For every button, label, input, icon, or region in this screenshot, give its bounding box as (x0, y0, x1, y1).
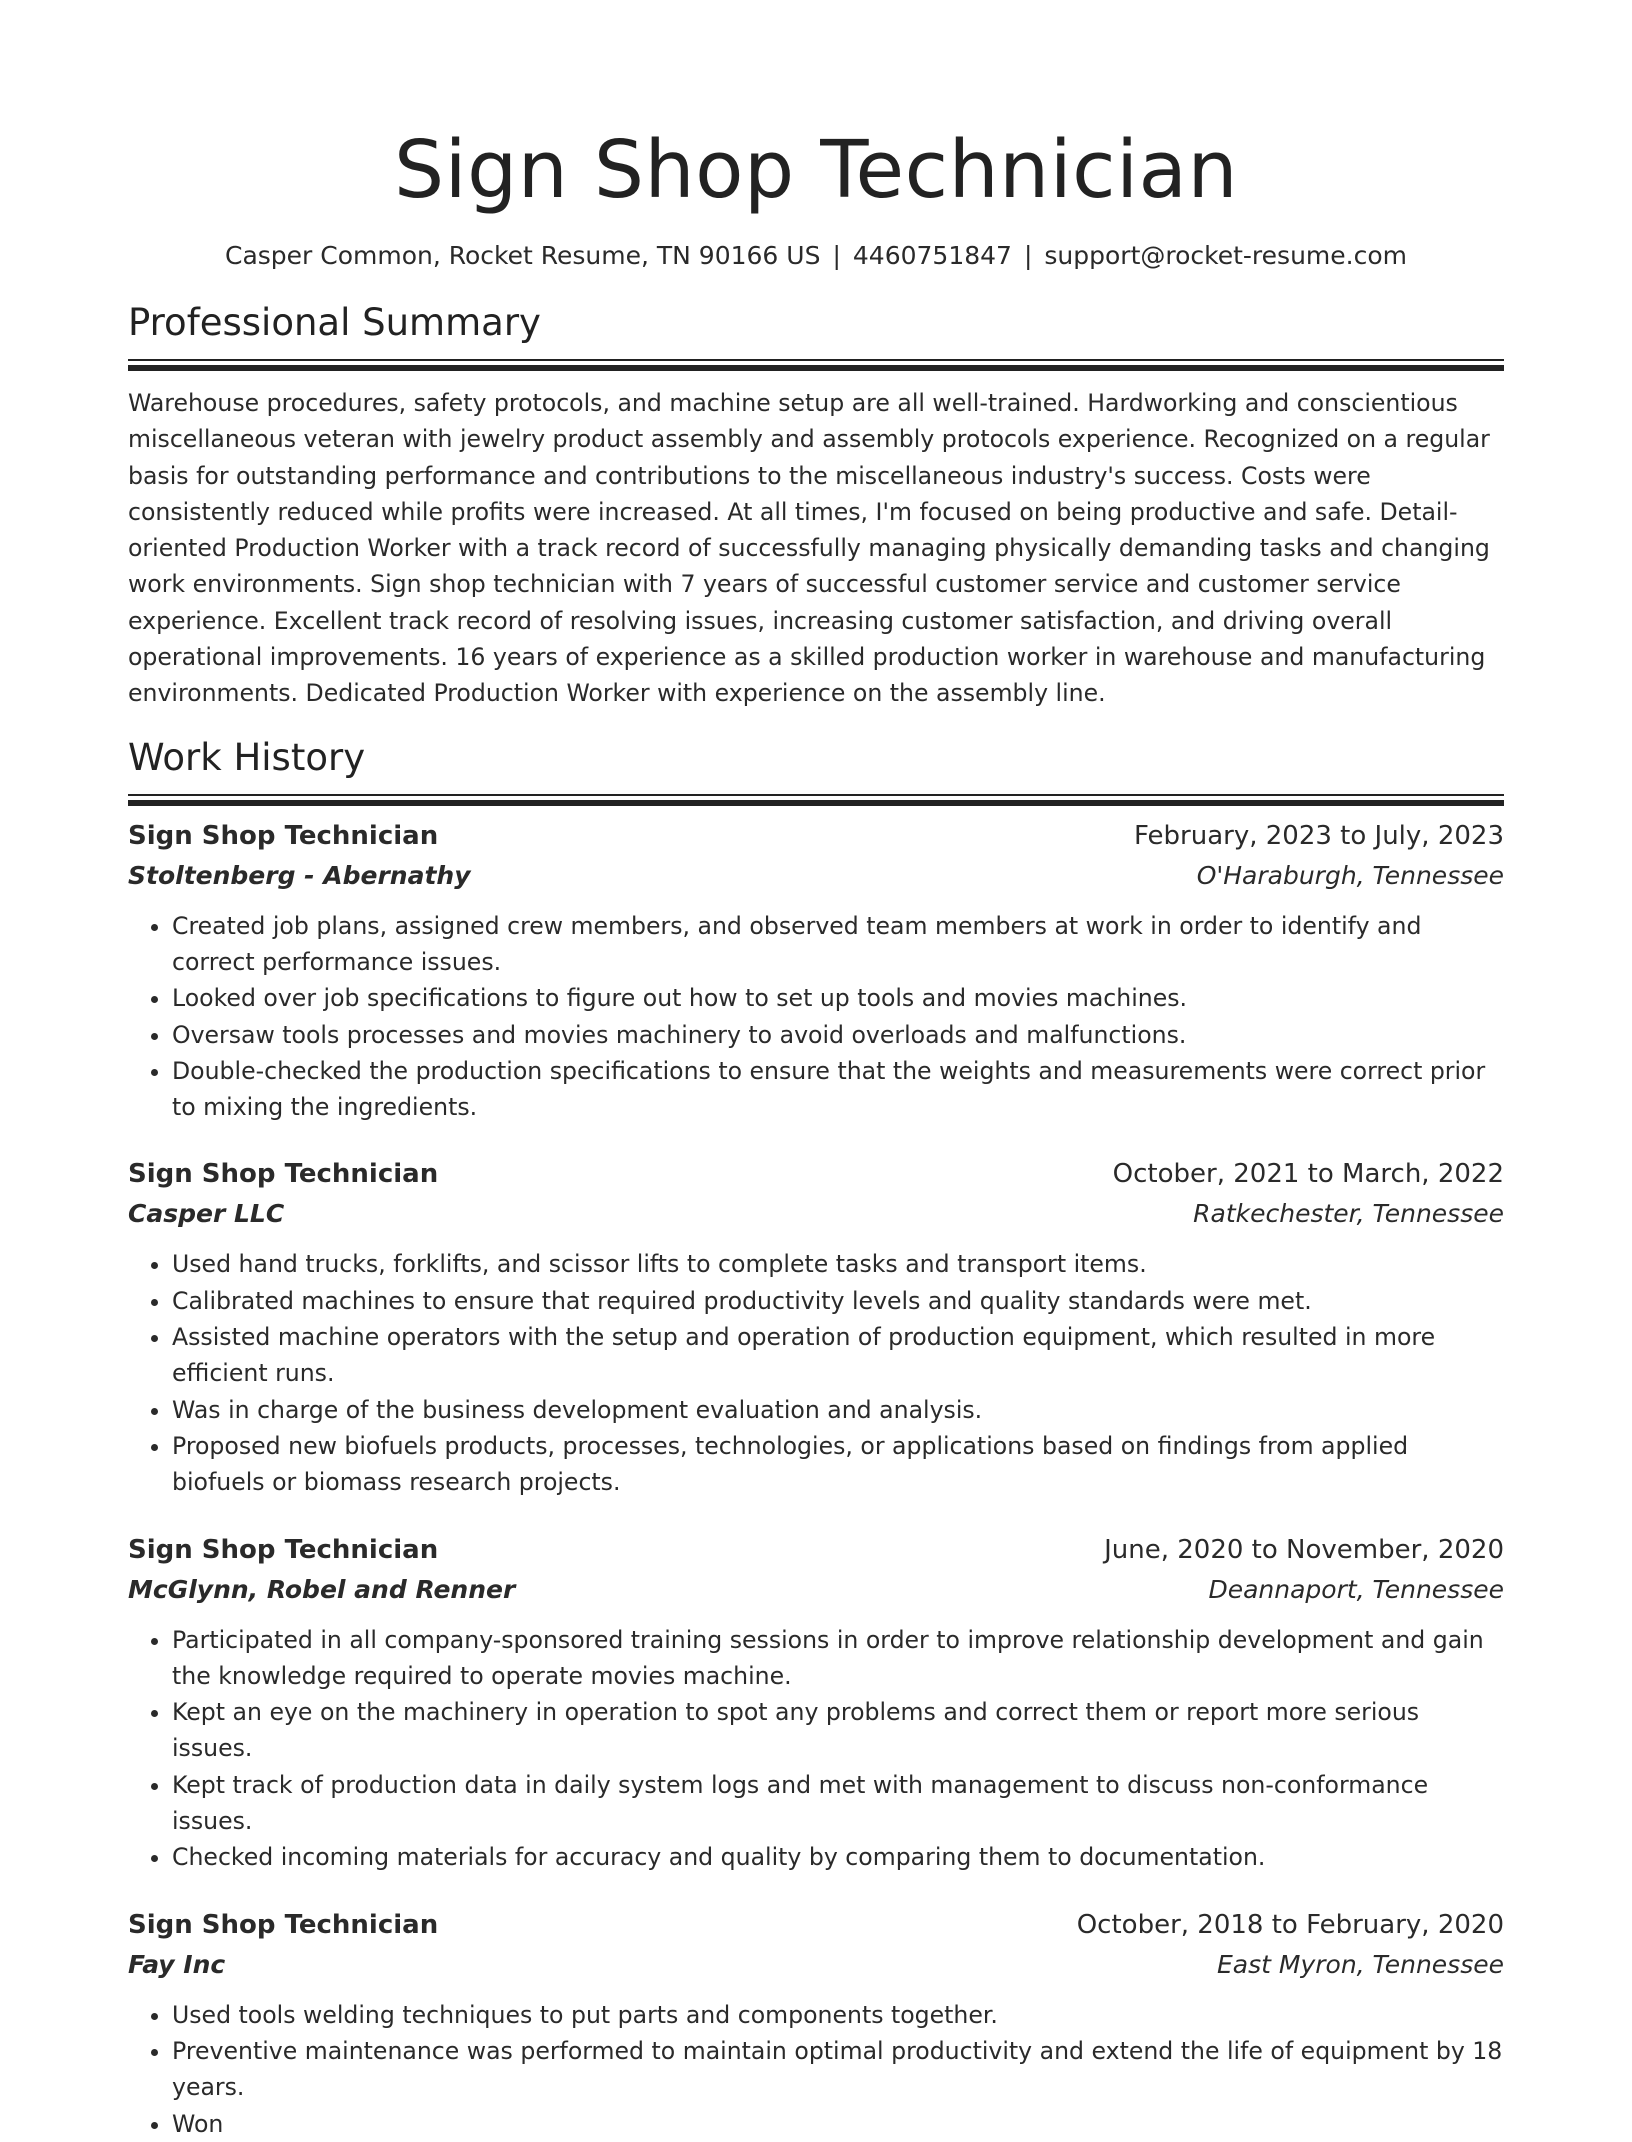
job-entry (128, 817, 1504, 1126)
section-title-work-history: Work History (128, 735, 366, 779)
resume-name: Sign Shop Technician (393, 124, 1239, 216)
contact-address: Casper Common, Rocket Resume, TN 90166 US (224, 241, 821, 270)
job-location: Ratkechester, Tennessee (1193, 1199, 1504, 1229)
duty-item: • Assisted machine operators with the setup and operation of production equipment, which resulted in more efficient runs. (172, 1319, 1504, 1392)
job-duties (128, 1997, 1504, 2142)
section-title-summary: Professional Summary (128, 301, 541, 344)
duty-item: • Preventive maintenance was performed to maintain optimal productivity and extend the life of equipment by 18 years. (172, 2033, 1504, 2106)
job-header (128, 1906, 1504, 1945)
job-header (128, 1531, 1504, 1570)
job-title: Sign Shop Technician (128, 1159, 439, 1190)
job-title: Sign Shop Technician (128, 820, 439, 851)
duty-item: • Used tools welding techniques to put parts and components together. (172, 1997, 1504, 2033)
job-subheader (128, 856, 1504, 895)
job-location: O'Haraburgh, Tennessee (1196, 860, 1504, 890)
contact-separator: | (832, 241, 841, 270)
job-duties (128, 1622, 1504, 1876)
job-duties (128, 908, 1504, 1126)
duty-item: • Created job plans, assigned crew members, and observed team members at work in order to identify and correct performance issues. (172, 908, 1504, 981)
job-location: East Myron, Tennessee (1216, 1949, 1504, 1979)
duty-item: • Checked incoming materials for accuracy and quality by comparing them to documentation. (172, 1839, 1504, 1875)
job-dates: February, 2023 to July, 2023 (1134, 820, 1504, 851)
contact-email: support@rocket-resume.com (1044, 241, 1407, 270)
duty-item: • Participated in all company-sponsored training sessions in order to improve relationship development and gain the knowledge required to operate movies machine. (172, 1622, 1504, 1695)
job-entry (128, 1155, 1504, 1500)
job-company: McGlynn, Robel and Renner (128, 1574, 516, 1604)
duty-item: • Oversaw tools processes and movies machinery to avoid overloads and malfunctions. (172, 1017, 1504, 1053)
job-header (128, 1155, 1504, 1194)
job-duties (128, 1246, 1504, 1500)
duty-item: • Kept track of production data in daily system logs and met with management to discuss non-conformance issues. (172, 1767, 1504, 1840)
duty-item: • Double-checked the production specifications to ensure that the weights and measurements were correct prior to mixing the ingredients. (172, 1053, 1504, 1126)
contact-line (128, 236, 1504, 276)
job-company: Casper LLC (128, 1199, 285, 1229)
job-company: Fay Inc (128, 1949, 226, 1979)
job-title: Sign Shop Technician (128, 1909, 439, 1940)
duty-item: • Was in charge of the business development evaluation and analysis. (172, 1392, 1504, 1428)
section-divider (128, 359, 1504, 370)
job-subheader (128, 1945, 1504, 1984)
resume-page (128, 0, 1504, 2142)
job-company: Stoltenberg - Abernathy (128, 860, 471, 890)
duty-item: • Won (172, 2106, 1504, 2142)
job-subheader (128, 1194, 1504, 1233)
job-title: Sign Shop Technician (128, 1534, 439, 1565)
job-dates: October, 2021 to March, 2022 (1112, 1159, 1504, 1190)
summary-text: Warehouse procedures, safety protocols, and machine setup are all well-trained. Hardworking and conscientious miscellaneous veteran with jewelry product assembly and assembly protocols experience. Recognized on a regular basis for outstanding performance and contributions to the miscellaneous industry's success. Costs were consistently reduced while profits were increased. At all times, I'm focused on being productive and safe. Detail-oriented Production Worker with a track record of successfully managing physically demanding tasks and changing work environments. Sign shop technician with 7 years of successful customer service and customer service experience. Excellent track record of resolving issues, increasing customer satisfaction, and driving overall operational improvements. 16 years of experience as a skilled production worker in warehouse and manufacturing environments. Dedicated Production Worker with experience on the assembly line. (128, 389, 1490, 708)
duty-item: • Kept an eye on the machinery in operation to spot any problems and correct them or report more serious issues. (172, 1694, 1504, 1767)
contact-separator: | (1023, 241, 1033, 270)
duty-item: • Proposed new biofuels products, processes, technologies, or applications based on findings from applied biofuels or biomass research projects. (172, 1428, 1504, 1501)
job-dates: October, 2018 to February, 2020 (1076, 1909, 1504, 1940)
contact-phone: 4460751847 (852, 241, 1012, 270)
section-divider (128, 794, 1504, 805)
job-location: Deannaport, Tennessee (1208, 1574, 1504, 1604)
job-subheader (128, 1570, 1504, 1609)
duty-item: • Looked over job specifications to figure out how to set up tools and movies machines. (172, 980, 1504, 1016)
duty-item: • Used hand trucks, forklifts, and scissor lifts to complete tasks and transport items. (172, 1246, 1504, 1282)
job-entry (128, 1531, 1504, 1876)
job-entry (128, 1906, 1504, 2142)
job-header (128, 817, 1504, 856)
job-dates: June, 2020 to November, 2020 (1104, 1534, 1504, 1565)
duty-item: • Calibrated machines to ensure that required productivity levels and quality standards were met. (172, 1283, 1504, 1319)
